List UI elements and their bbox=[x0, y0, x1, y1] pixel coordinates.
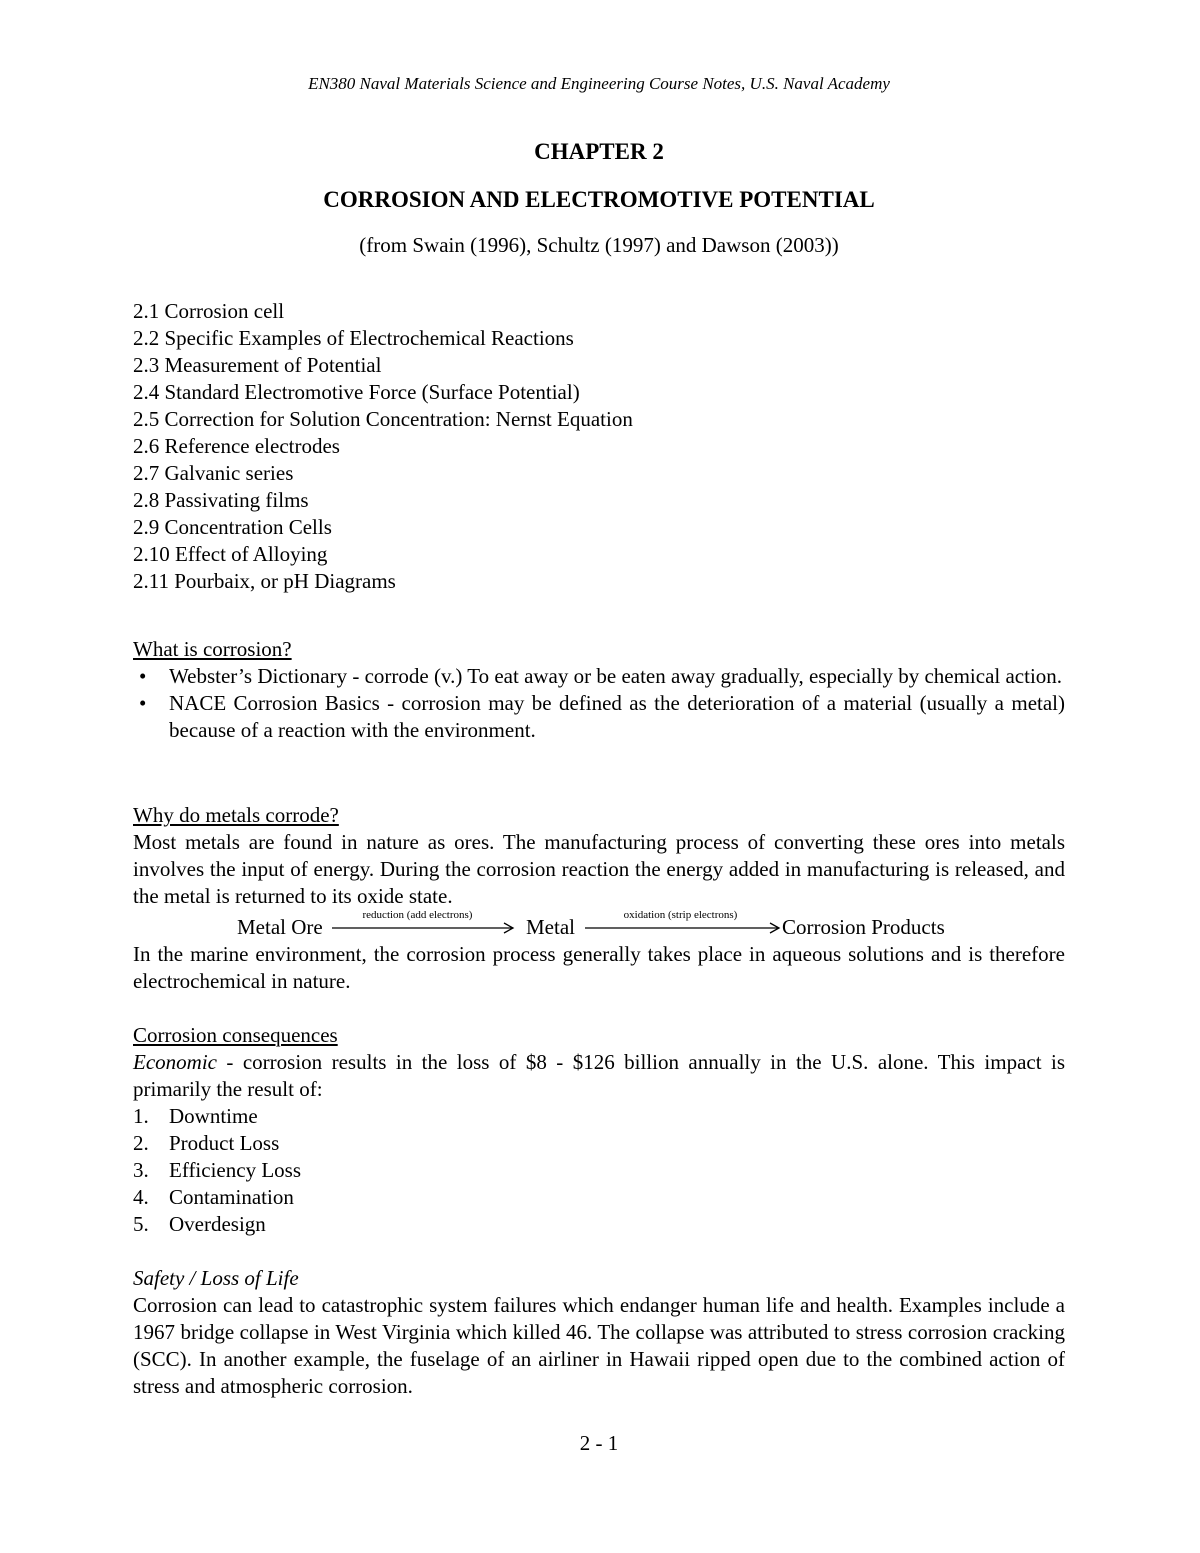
toc-item: 2.10 Effect of Alloying bbox=[133, 542, 328, 566]
chapter-title: CORROSION AND ELECTROMOTIVE POTENTIAL bbox=[323, 187, 875, 212]
bullet-icon: • bbox=[139, 691, 147, 715]
toc-item: 2.11 Pourbaix, or pH Diagrams bbox=[133, 569, 396, 593]
economic-text: - corrosion results in the loss of $8 - $126 billion annually in the U.S. alone. This impact is primarily the result of: bbox=[133, 1050, 1065, 1101]
safety-section bbox=[133, 1265, 1065, 1400]
definition-nace bbox=[133, 690, 1065, 744]
impact-item bbox=[133, 1157, 1065, 1184]
impact-item bbox=[133, 1211, 1065, 1238]
section-heading-consequences: Corrosion consequences bbox=[133, 1023, 338, 1047]
what-is-corrosion-section bbox=[133, 636, 1065, 744]
table-of-contents bbox=[133, 298, 1065, 595]
toc-item: 2.6 Reference electrodes bbox=[133, 434, 340, 458]
impact-item bbox=[133, 1130, 1065, 1157]
item-number: 2. bbox=[133, 1131, 149, 1155]
safety-heading: Safety / Loss of Life bbox=[133, 1266, 299, 1290]
why-paragraph: Most metals are found in nature as ores. The manufacturing process of converting these ores into metals involves the input of energy. During the corrosion reaction the energy added in manufacturing is released, and the metal is returned to its oxide state. bbox=[133, 830, 1065, 908]
definition-text: NACE Corrosion Basics - corrosion may be defined as the deterioration of a material (usually a metal) because of a reaction with the environment. bbox=[169, 691, 1065, 742]
impact-item bbox=[133, 1103, 1065, 1130]
item-text: Downtime bbox=[169, 1104, 258, 1128]
section-heading-why-corrode: Why do metals corrode? bbox=[133, 803, 339, 827]
marine-paragraph: In the marine environment, the corrosion process generally takes place in aqueous solutions and is therefore electrochemical in nature. bbox=[133, 942, 1065, 993]
item-number: 5. bbox=[133, 1212, 149, 1236]
reaction-arrow-label-reduction: reduction (add electrons) bbox=[362, 909, 473, 921]
reaction-arrow-label-oxidation: oxidation (strip electrons) bbox=[623, 909, 738, 921]
definition-list bbox=[133, 663, 1065, 744]
impact-item bbox=[133, 1184, 1065, 1211]
definition-text: Webster’s Dictionary - corrode (v.) To eat away or be eaten away gradually, especially by chemical action. bbox=[169, 664, 1063, 688]
item-number: 1. bbox=[133, 1104, 149, 1128]
chapter-sources: (from Swain (1996), Schultz (1997) and Dawson (2003)) bbox=[359, 233, 839, 257]
economic-paragraph bbox=[133, 1049, 1065, 1103]
item-number: 3. bbox=[133, 1158, 149, 1182]
toc-item: 2.2 Specific Examples of Electrochemical Reactions bbox=[133, 326, 574, 350]
running-header: EN380 Naval Materials Science and Engineering Course Notes, U.S. Naval Academy bbox=[308, 74, 890, 93]
toc-item: 2.7 Galvanic series bbox=[133, 461, 294, 485]
definition-webster bbox=[133, 663, 1065, 690]
toc-item: 2.9 Concentration Cells bbox=[133, 515, 332, 539]
item-text: Contamination bbox=[169, 1185, 294, 1209]
economic-label: Economic bbox=[133, 1050, 217, 1074]
reaction-equation bbox=[133, 909, 1065, 939]
toc-item: 2.4 Standard Electromotive Force (Surface Potential) bbox=[133, 380, 580, 404]
section-heading-what-is-corrosion: What is corrosion? bbox=[133, 637, 292, 661]
oxidation-arrow-icon bbox=[585, 921, 781, 935]
chapter-label: CHAPTER 2 bbox=[534, 139, 664, 164]
item-number: 4. bbox=[133, 1185, 149, 1209]
toc-item: 2.1 Corrosion cell bbox=[133, 299, 285, 323]
page-number: 2 - 1 bbox=[579, 1431, 619, 1455]
bullet-icon: • bbox=[139, 664, 147, 688]
reaction-corrosion-products: Corrosion Products bbox=[782, 915, 945, 939]
toc-item: 2.8 Passivating films bbox=[133, 488, 309, 512]
toc-item: 2.5 Correction for Solution Concentration: Nernst Equation bbox=[133, 407, 633, 431]
item-text: Efficiency Loss bbox=[169, 1158, 301, 1182]
reaction-metal-ore: Metal Ore bbox=[237, 915, 323, 939]
impact-list bbox=[133, 1103, 1065, 1238]
why-corrode-section bbox=[133, 802, 1065, 910]
reaction-metal: Metal bbox=[526, 915, 575, 939]
item-text: Overdesign bbox=[169, 1212, 266, 1236]
toc-item: 2.3 Measurement of Potential bbox=[133, 353, 382, 377]
consequences-section bbox=[133, 1022, 1065, 1238]
item-text: Product Loss bbox=[169, 1131, 280, 1155]
safety-paragraph: Corrosion can lead to catastrophic system failures which endanger human life and health. Examples include a 1967 bridge collapse in West Virginia which killed 46. The collapse was attributed to stress corrosion cracking (SCC). In another example, the fuselage of an airliner in Hawaii ripped open due to the combined action of stress and atmospheric corrosion. bbox=[133, 1293, 1065, 1398]
reduction-arrow-icon bbox=[332, 921, 524, 935]
